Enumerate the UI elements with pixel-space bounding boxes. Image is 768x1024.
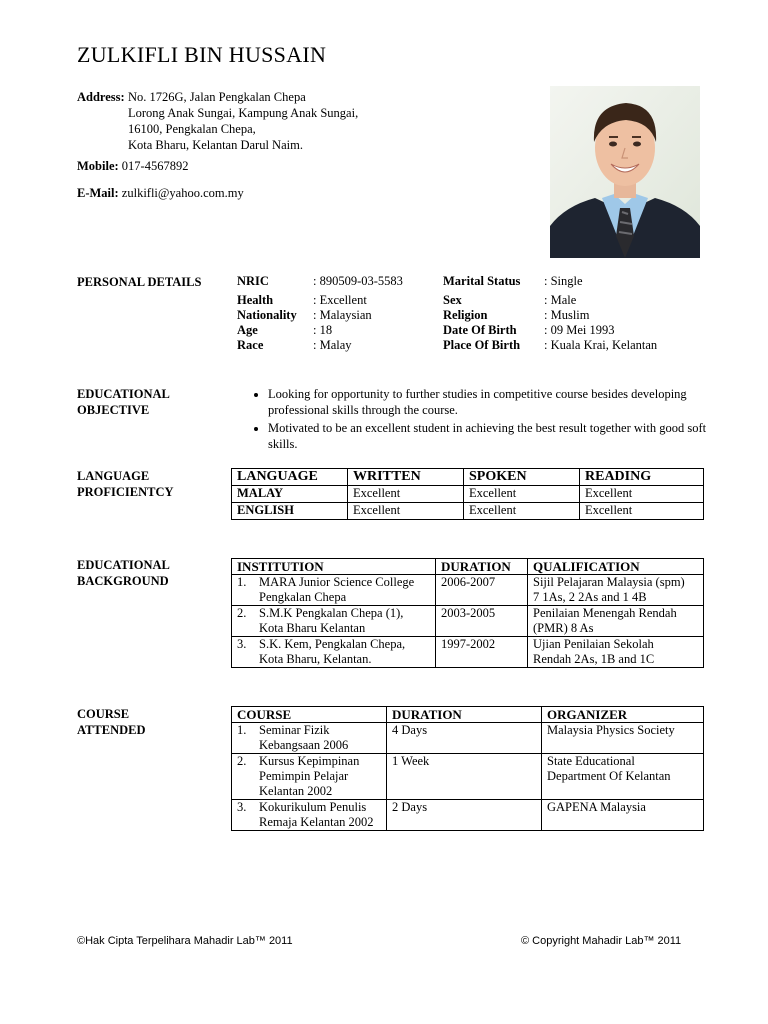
organizer-line: Malaysia Physics Society bbox=[547, 723, 675, 737]
table-cell: ENGLISH bbox=[232, 503, 348, 520]
column-header: COURSE bbox=[232, 707, 387, 723]
list-item: • Motivated to be an excellent student in achieving the best result together with good soft skills. bbox=[268, 420, 730, 452]
qualification-line: Penilaian Menengah Rendah bbox=[533, 606, 677, 620]
qualification-line: Sijil Pelajaran Malaysia (spm) bbox=[533, 575, 685, 589]
table-row bbox=[232, 575, 704, 606]
field-value: : 890509-03-5583 bbox=[313, 274, 403, 288]
table-row bbox=[232, 800, 704, 831]
personal-details-title: PERSONAL DETAILS bbox=[77, 275, 202, 289]
field-value: : Male bbox=[544, 293, 577, 307]
institution-line: Pengkalan Chepa bbox=[259, 590, 347, 604]
institution-line: Kota Bharu, Kelantan. bbox=[259, 652, 372, 666]
footer-copyright-left: ©Hak Cipta Terpelihara Mahadir Lab™ 2011 bbox=[77, 935, 293, 947]
column-header: ORGANIZER bbox=[542, 707, 704, 723]
table-cell: Excellent bbox=[464, 503, 580, 520]
table-row bbox=[232, 754, 704, 800]
course-title bbox=[77, 706, 146, 738]
column-header: INSTITUTION bbox=[232, 559, 436, 575]
table-cell: MALAY bbox=[232, 486, 348, 503]
course-line: Kursus Kepimpinan bbox=[259, 754, 360, 768]
language-title bbox=[77, 468, 174, 500]
education-table bbox=[231, 558, 704, 668]
table-header-row bbox=[232, 469, 704, 486]
field-label: Sex bbox=[443, 293, 462, 307]
column-header: READING bbox=[580, 469, 704, 486]
field-value: : Malaysian bbox=[313, 308, 372, 322]
course-title-line: COURSE bbox=[77, 707, 130, 721]
field-label: Religion bbox=[443, 308, 488, 322]
row-number: 3. bbox=[237, 637, 247, 651]
email-value: zulkifli@yahoo.com.my bbox=[121, 186, 244, 200]
table-cell bbox=[232, 723, 387, 754]
email-label: E-Mail: bbox=[77, 186, 119, 200]
table-cell: 1 Week bbox=[387, 754, 542, 800]
course-line: Seminar Fizik bbox=[259, 723, 330, 737]
course-line: Pemimpin Pelajar bbox=[259, 769, 349, 783]
list-item: • Looking for opportunity to further studies in competitive course besides developing professional skills through the course. bbox=[268, 386, 730, 418]
address-line: No. 1726G, Jalan Pengkalan Chepa bbox=[128, 90, 306, 104]
column-header: SPOKEN bbox=[464, 469, 580, 486]
table-cell bbox=[542, 723, 704, 754]
column-header: QUALIFICATION bbox=[528, 559, 704, 575]
table-cell: 2006-2007 bbox=[436, 575, 528, 606]
language-title-line: PROFICIENTCY bbox=[77, 485, 174, 499]
objective-title-line: OBJECTIVE bbox=[77, 403, 150, 417]
education-title bbox=[77, 557, 170, 589]
table-cell: Excellent bbox=[464, 486, 580, 503]
language-title-line: LANGUAGE bbox=[77, 469, 150, 483]
course-title-line: ATTENDED bbox=[77, 723, 146, 737]
qualification-line: 7 1As, 2 2As and 1 4B bbox=[533, 590, 647, 604]
table-cell bbox=[528, 606, 704, 637]
table-cell: Excellent bbox=[580, 503, 704, 520]
field-value: : Malay bbox=[313, 338, 352, 352]
institution-line: S.M.K Pengkalan Chepa (1), bbox=[259, 606, 404, 620]
table-cell: Excellent bbox=[348, 503, 464, 520]
organizer-line: Department Of Kelantan bbox=[547, 769, 671, 783]
field-label: Health bbox=[237, 293, 274, 307]
institution-line: Kota Bharu Kelantan bbox=[259, 621, 366, 635]
qualification-line: (PMR) 8 As bbox=[533, 621, 594, 635]
table-cell: Excellent bbox=[348, 486, 464, 503]
table-cell bbox=[528, 575, 704, 606]
institution-line: S.K. Kem, Pengkalan Chepa, bbox=[259, 637, 406, 651]
address-lines bbox=[128, 89, 358, 153]
portrait-photo-icon bbox=[550, 86, 700, 258]
table-cell bbox=[232, 754, 387, 800]
row-number: 2. bbox=[237, 606, 247, 620]
qualification-line: Ujian Penilaian Sekolah bbox=[533, 637, 654, 651]
table-cell: 2003-2005 bbox=[436, 606, 528, 637]
table-cell bbox=[232, 637, 436, 668]
objective-title bbox=[77, 386, 170, 418]
qualification-line: Rendah 2As, 1B and 1C bbox=[533, 652, 655, 666]
footer-copyright-right: © Copyright Mahadir Lab™ 2011 bbox=[521, 935, 682, 947]
objective-title-line: EDUCATIONAL bbox=[77, 387, 170, 401]
field-value: : Single bbox=[544, 274, 583, 288]
table-header-row bbox=[232, 707, 704, 723]
table-cell bbox=[528, 637, 704, 668]
row-number: 3. bbox=[237, 800, 247, 814]
table-cell bbox=[232, 575, 436, 606]
table-cell bbox=[232, 800, 387, 831]
mobile-label: Mobile: bbox=[77, 159, 119, 173]
table-row bbox=[232, 637, 704, 668]
field-value: : Kuala Krai, Kelantan bbox=[544, 338, 658, 352]
organizer-line: State Educational bbox=[547, 754, 635, 768]
organizer-line: GAPENA Malaysia bbox=[547, 800, 646, 814]
column-header: WRITTEN bbox=[348, 469, 464, 486]
field-label: NRIC bbox=[237, 274, 269, 288]
field-label: Race bbox=[237, 338, 264, 352]
field-value: : Muslim bbox=[544, 308, 590, 322]
course-table bbox=[231, 706, 704, 831]
education-title-line: BACKGROUND bbox=[77, 574, 169, 588]
mobile-value: 017-4567892 bbox=[121, 159, 189, 173]
column-header: DURATION bbox=[387, 707, 542, 723]
table-cell bbox=[542, 800, 704, 831]
table-row bbox=[232, 503, 704, 520]
course-line: Kokurikulum Penulis bbox=[259, 800, 367, 814]
email-row bbox=[77, 186, 244, 201]
field-label: Place Of Birth bbox=[443, 338, 521, 352]
field-value: : 09 Mei 1993 bbox=[544, 323, 615, 337]
mobile-row bbox=[77, 159, 188, 174]
table-cell: 1997-2002 bbox=[436, 637, 528, 668]
row-number: 2. bbox=[237, 754, 247, 768]
column-header: LANGUAGE bbox=[232, 469, 348, 486]
field-value: : Excellent bbox=[313, 293, 367, 307]
table-cell bbox=[542, 754, 704, 800]
table-cell bbox=[232, 606, 436, 637]
language-table bbox=[231, 468, 704, 520]
table-cell: 2 Days bbox=[387, 800, 542, 831]
education-title-line: EDUCATIONAL bbox=[77, 558, 170, 572]
address-block bbox=[77, 89, 359, 152]
course-line: Kebangsaan 2006 bbox=[259, 738, 349, 752]
table-row bbox=[232, 723, 704, 754]
table-row bbox=[232, 486, 704, 503]
row-number: 1. bbox=[237, 723, 247, 737]
row-number: 1. bbox=[237, 575, 247, 589]
address-label: Address: bbox=[77, 90, 125, 104]
field-label: Marital Status bbox=[443, 274, 521, 288]
field-value: : 18 bbox=[313, 323, 333, 337]
address-line: Kota Bharu, Kelantan Darul Naim. bbox=[128, 138, 303, 152]
table-cell: Excellent bbox=[580, 486, 704, 503]
field-label: Nationality bbox=[237, 308, 297, 322]
field-label: Age bbox=[237, 323, 258, 337]
course-line: Kelantan 2002 bbox=[259, 784, 333, 798]
institution-line: MARA Junior Science College bbox=[259, 575, 415, 589]
field-label: Date Of Birth bbox=[443, 323, 517, 337]
table-header-row bbox=[232, 559, 704, 575]
portrait-photo bbox=[550, 86, 700, 258]
table-cell: 4 Days bbox=[387, 723, 542, 754]
table-row bbox=[232, 606, 704, 637]
candidate-name: ZULKIFLI BIN HUSSAIN bbox=[77, 42, 327, 67]
column-header: DURATION bbox=[436, 559, 528, 575]
course-line: Remaja Kelantan 2002 bbox=[259, 815, 374, 829]
address-line: Lorong Anak Sungai, Kampung Anak Sungai, bbox=[128, 106, 359, 120]
objective-list bbox=[249, 386, 730, 454]
address-line: 16100, Pengkalan Chepa, bbox=[128, 122, 256, 136]
